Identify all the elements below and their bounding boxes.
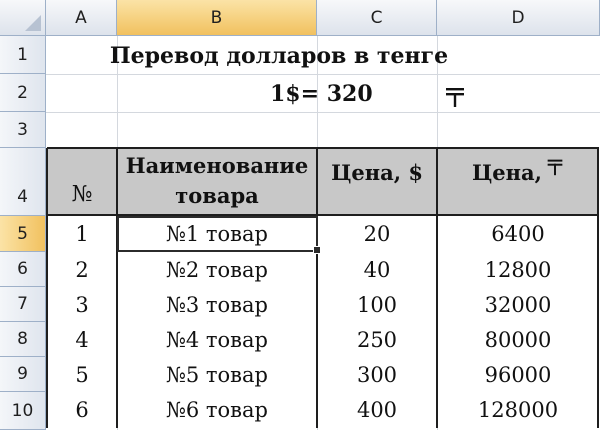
cell-price-usd[interactable]: 300: [356, 362, 398, 387]
row-header-2[interactable]: 2: [0, 74, 46, 112]
cell-product-name[interactable]: №2 товар: [166, 257, 268, 282]
header-price-kzt-label: Цена,: [472, 160, 542, 185]
cell-number[interactable]: 2: [75, 257, 89, 282]
cell-number[interactable]: 6: [75, 397, 89, 422]
column-header-c[interactable]: C: [317, 0, 437, 36]
table-border: [316, 148, 318, 428]
header-product-name-line1: Наименование: [125, 153, 309, 178]
cell-price-kzt[interactable]: 12800: [484, 257, 552, 282]
row-header-7[interactable]: 7: [0, 287, 46, 322]
cell-price-kzt[interactable]: 6400: [491, 221, 545, 246]
table-border: [436, 148, 438, 428]
select-all-button[interactable]: [0, 0, 46, 36]
cell-price-usd[interactable]: 400: [356, 397, 398, 422]
cell-product-name[interactable]: №3 товар: [166, 292, 268, 317]
cell-number[interactable]: 4: [75, 327, 89, 352]
header-product-name[interactable]: [117, 148, 317, 214]
table-border: [116, 148, 118, 428]
cell-price-usd[interactable]: 100: [356, 292, 398, 317]
cell-price-usd[interactable]: 250: [356, 327, 398, 352]
table-border: [47, 147, 599, 149]
tenge-icon: [546, 158, 564, 176]
cell-product-name[interactable]: №1 товар: [166, 221, 268, 246]
sheet-title[interactable]: Перевод долларов в тенге: [109, 43, 449, 69]
cell-product-name[interactable]: №4 товар: [166, 327, 268, 352]
row-header-1[interactable]: 1: [0, 36, 46, 74]
cell-price-kzt[interactable]: 32000: [484, 292, 552, 317]
table-border: [46, 148, 48, 428]
table-border: [597, 148, 599, 428]
row-header-4[interactable]: 4: [0, 148, 46, 216]
column-header-d[interactable]: D: [437, 0, 600, 36]
cell-price-kzt[interactable]: 80000: [484, 327, 552, 352]
tenge-icon: [445, 86, 465, 108]
cell-product-name[interactable]: №5 товар: [166, 362, 268, 387]
gridline: [46, 74, 600, 75]
select-all-icon: [25, 15, 41, 31]
row-header-5[interactable]: 5: [0, 216, 46, 252]
row-header-10[interactable]: 10: [0, 392, 46, 430]
header-number[interactable]: №: [71, 182, 93, 207]
gridline: [46, 112, 600, 113]
cell-number[interactable]: 3: [75, 292, 89, 317]
fill-handle[interactable]: [313, 246, 321, 254]
cell-product-name[interactable]: №6 товар: [166, 397, 268, 422]
cell-price-usd[interactable]: 40: [363, 257, 391, 282]
row-header-8[interactable]: 8: [0, 322, 46, 357]
column-header-a[interactable]: A: [46, 0, 117, 36]
exchange-rate[interactable]: 1$= 320: [270, 81, 373, 107]
header-price-kzt[interactable]: [437, 148, 599, 214]
cell-number[interactable]: 1: [75, 221, 89, 246]
active-cell-selection[interactable]: [117, 216, 318, 252]
row-header-9[interactable]: 9: [0, 357, 46, 392]
cell-price-kzt[interactable]: 128000: [477, 397, 559, 422]
row-header-6[interactable]: 6: [0, 252, 46, 287]
column-header-b[interactable]: B: [117, 0, 317, 36]
cell-number[interactable]: 5: [75, 362, 89, 387]
cell-price-usd[interactable]: 20: [363, 221, 391, 246]
header-price-usd[interactable]: Цена, $: [331, 160, 423, 185]
cell-price-kzt[interactable]: 96000: [484, 362, 552, 387]
header-product-name-line2: товара: [175, 183, 259, 208]
row-header-3[interactable]: 3: [0, 112, 46, 148]
